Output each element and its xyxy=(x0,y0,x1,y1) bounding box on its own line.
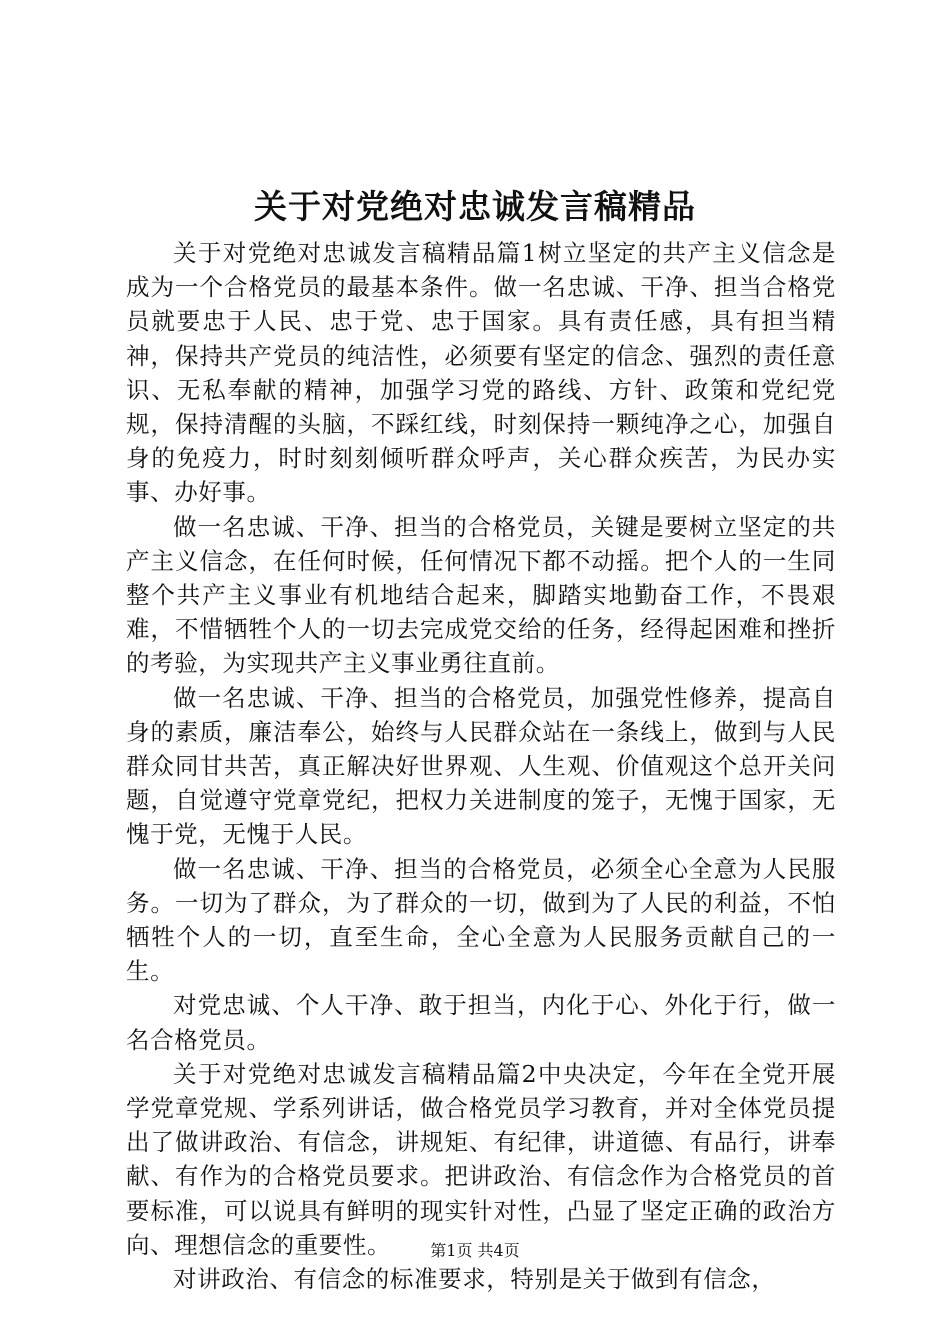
paragraph: 做一名忠诚、干净、担当的合格党员，必须全心全意为人民服务。一切为了群众，为了群众的一切，做到为了人民的利益，不怕牺牲个人的一切，直至生命，全心全意为人民服务贡献自己的一生。 xyxy=(126,854,836,986)
paragraph: 做一名忠诚、干净、担当的合格党员，加强党性修养，提高自身的素质，廉洁奉公，始终与人民群众站在一条线上，做到与人民群众同甘共苦，真正解决好世界观、人生观、价值观这个总开关问题，自觉遵守党章党纪，把权力关进制度的笼子，无愧于国家，无愧于党，无愧于人民。 xyxy=(126,683,836,849)
paragraph: 对党忠诚、个人干净、敢于担当，内化于心、外化于行，做一名合格党员。 xyxy=(126,991,836,1054)
paragraph: 做一名忠诚、干净、担当的合格党员，关键是要树立坚定的共产主义信念，在任何时候，任何情况下都不动摇。把个人的一生同整个共产主义事业有机地结合起来，脚踏实地勤奋工作，不畏艰难，不惜牺牲个人的一切去完成党交给的任务，经得起困难和挫折的考验，为实现共产主义事业勇往直前。 xyxy=(126,512,836,678)
page-footer: 第1页 共4页 xyxy=(430,1241,520,1260)
paragraph: 关于对党绝对忠诚发言稿精品篇1树立坚定的共产主义信念是成为一个合格党员的最基本条件。做一名忠诚、干净、担当合格党员就要忠于人民、忠于党、忠于国家。具有责任感，具有担当精神，保持共产党员的纯洁性，必须要有坚定的信念、强烈的责任意识、无私奉献的精神，加强学习党的路线、方针、政策和党纪党规，保持清醒的头脑，不踩红线，时刻保持一颗纯净之心，加强自身的免疫力，时时刻刻倾听群众呼声，关心群众疾苦，为民办实事、办好事。 xyxy=(126,239,836,507)
document-title: 关于对党绝对忠诚发言稿精品 xyxy=(254,187,696,226)
paragraph: 关于对党绝对忠诚发言稿精品篇2中央决定，今年在全党开展学党章党规、学系列讲话，做合格党员学习教育，并对全体党员提出了做讲政治、有信念，讲规矩、有纪律，讲道德、有品行，讲奉献、有作为的合格党员要求。把讲政治、有信念作为合格党员的首要标准，可以说具有鲜明的现实针对性，凸显了坚定正确的政治方向、理想信念的重要性。 xyxy=(126,1059,836,1259)
document-body xyxy=(126,236,836,1296)
paragraph: 对讲政治、有信念的标准要求，特别是关于做到有信念， xyxy=(173,1265,776,1294)
